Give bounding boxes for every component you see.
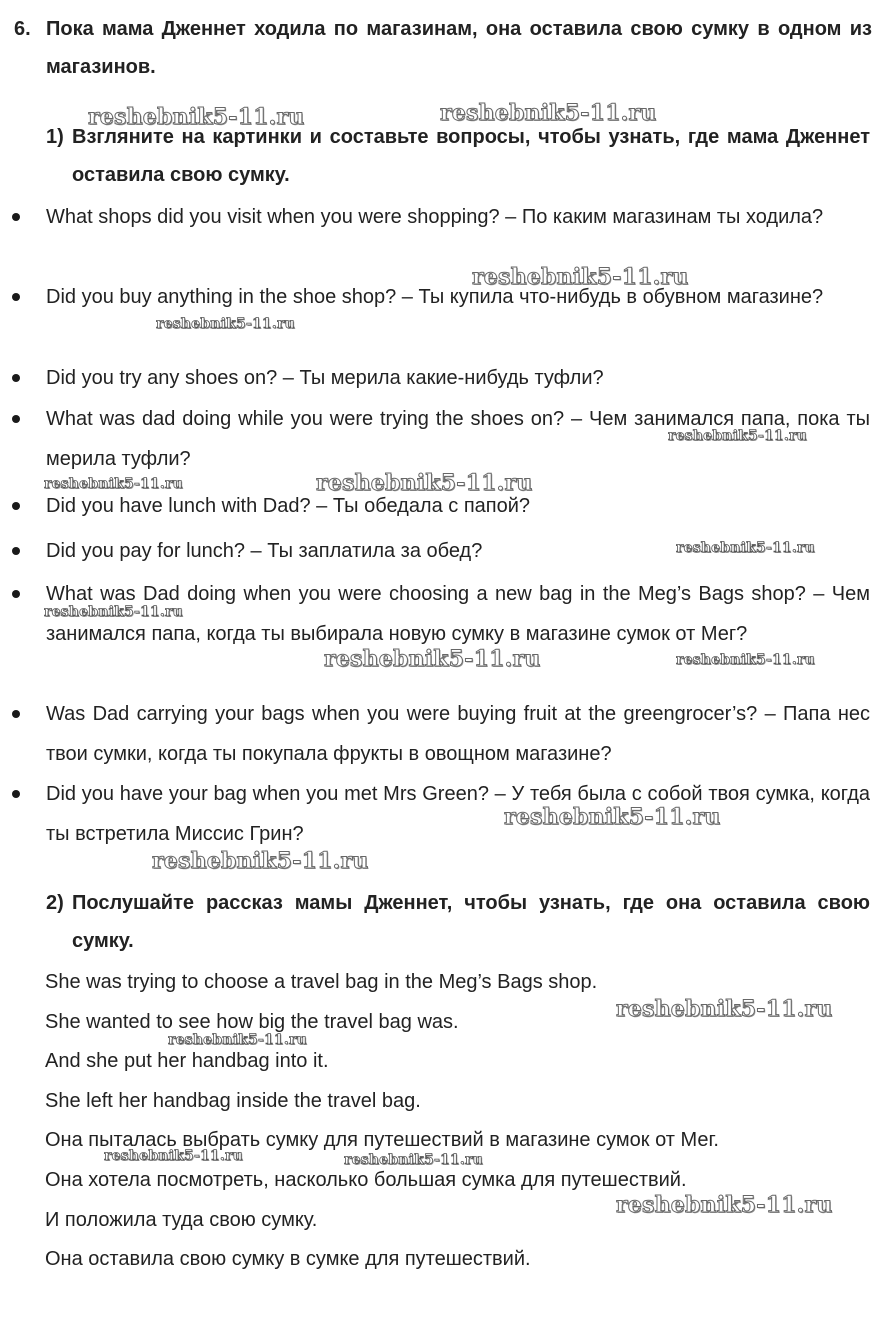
watermark: reshebnik5-11.ru — [44, 476, 183, 492]
list-item: Did you have your bag when you met Mrs Green? – У тебя была с собой твоя сумка, когда ты встретила Миссис Грин? — [12, 774, 870, 854]
part1-title: Взгляните на картинки и составьте вопросы, чтобы узнать, где мама Дженнет оставила свою сумку. — [72, 126, 870, 186]
part2-heading — [46, 884, 870, 960]
watermark: reshebnik5-11.ru — [324, 646, 541, 672]
list-item: Did you have lunch with Dad? – Ты обедала с папой? — [12, 486, 870, 526]
story-line: She left her handbag inside the travel bag. — [45, 1090, 421, 1112]
list-item: What was dad doing while you were trying the shoes on? – Чем занимался папа, пока ты мерила туфли? — [12, 399, 870, 479]
watermark: reshebnik5-11.ru — [168, 1032, 307, 1048]
list-item: Did you pay for lunch? – Ты заплатила за обед? — [12, 531, 870, 571]
watermark: reshebnik5-11.ru — [104, 1148, 243, 1164]
part2-number: 2) — [46, 892, 64, 914]
list-item: What was Dad doing when you were choosing a new bag in the Meg’s Bags shop? – Чем занимался папа, когда ты выбирала новую сумку в магазине сумок от Мег? — [12, 574, 870, 654]
watermark: reshebnik5-11.ru — [152, 848, 369, 874]
watermark: reshebnik5-11.ru — [616, 1192, 833, 1218]
bullet-icon — [12, 213, 20, 221]
exercise-title: Пока мама Дженнет ходила по магазинам, она оставила свою сумку в одном из магазинов. — [46, 18, 872, 78]
bullet-icon — [12, 790, 20, 798]
watermark: reshebnik5-11.ru — [88, 104, 305, 130]
watermark: reshebnik5-11.ru — [344, 1152, 483, 1168]
watermark: reshebnik5-11.ru — [156, 316, 295, 332]
bullet-icon — [12, 415, 20, 423]
list-item: Did you try any shoes on? – Ты мерила какие-нибудь туфли? — [12, 358, 870, 398]
story-line: И положила туда свою сумку. — [45, 1209, 318, 1231]
watermark: reshebnik5-11.ru — [676, 540, 815, 556]
story-line: She wanted to see how big the travel bag was. — [45, 1011, 459, 1033]
bullet-icon — [12, 502, 20, 510]
watermark: reshebnik5-11.ru — [472, 264, 689, 290]
story-line: Она пыталась выбрать сумку для путешествий в магазине сумок от Мег. — [45, 1129, 719, 1151]
exercise-heading — [14, 10, 872, 86]
list-item: What shops did you visit when you were shopping? – По каким магазинам ты ходила? — [12, 197, 870, 237]
story-line: And she put her handbag into it. — [45, 1050, 329, 1072]
bullet-icon — [12, 547, 20, 555]
list-item: Was Dad carrying your bags when you were buying fruit at the greengrocer’s? – Папа нес твои сумки, когда ты покупала фрукты в овощном магазине? — [12, 694, 870, 774]
watermark: reshebnik5-11.ru — [616, 996, 833, 1022]
exercise-number: 6. — [14, 18, 31, 40]
watermark: reshebnik5-11.ru — [676, 652, 815, 668]
watermark: reshebnik5-11.ru — [440, 100, 657, 126]
story-line: Она хотела посмотреть, насколько большая сумка для путешествий. — [45, 1169, 687, 1191]
watermark: reshebnik5-11.ru — [44, 604, 183, 620]
watermark: reshebnik5-11.ru — [504, 804, 721, 830]
list-item: Did you buy anything in the shoe shop? – Ты купила что-нибудь в обувном магазине? — [12, 277, 870, 317]
bullet-icon — [12, 293, 20, 301]
bullet-icon — [12, 590, 20, 598]
bullet-icon — [12, 374, 20, 382]
watermark: reshebnik5-11.ru — [668, 428, 807, 444]
story-line: She was trying to choose a travel bag in the Meg’s Bags shop. — [45, 971, 598, 993]
bullet-icon — [12, 710, 20, 718]
part1-number: 1) — [46, 126, 64, 148]
story-line: Она оставила свою сумку в сумке для путешествий. — [45, 1248, 531, 1270]
part2-title: Послушайте рассказ мамы Дженнет, чтобы узнать, где она оставила свою сумку. — [72, 892, 870, 952]
watermark: reshebnik5-11.ru — [316, 470, 533, 496]
